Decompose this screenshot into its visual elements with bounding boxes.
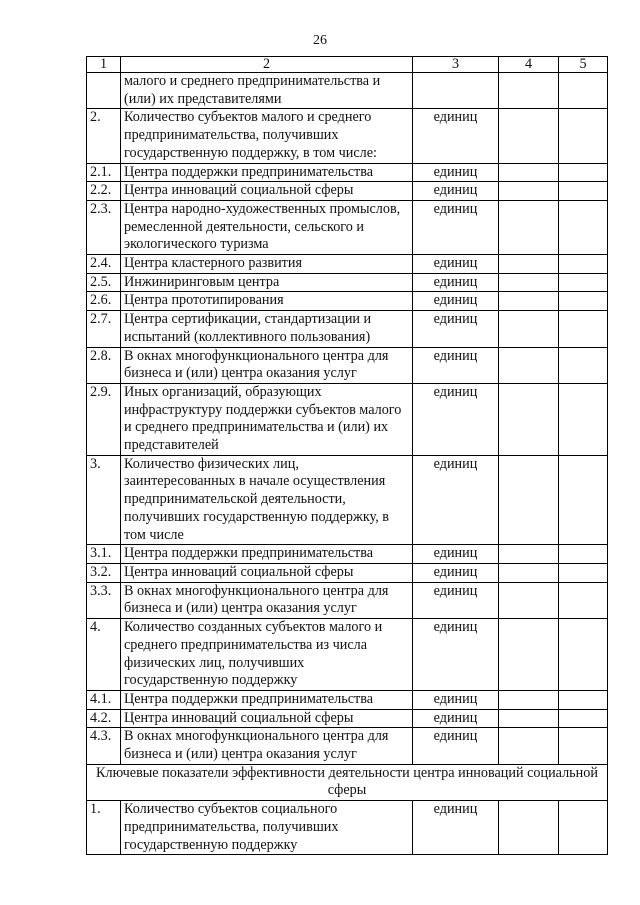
unit-cell: единиц [413,728,499,764]
value-cell [559,728,608,764]
row-number: 4.3. [87,728,121,764]
indicator-name: Центра поддержки предпринимательства [121,163,413,182]
indicator-name: Центра поддержки предпринимательства [121,545,413,564]
value-cell [499,109,559,163]
row-number: 2.9. [87,383,121,455]
value-cell [559,292,608,311]
unit-cell: единиц [413,347,499,383]
table-row [87,545,608,564]
row-number [87,73,121,109]
value-cell [559,545,608,564]
indicators-table [86,56,608,855]
indicator-name: В окнах многофункционального центра для бизнеса и (или) центра оказания услуг [121,582,413,618]
indicator-name: Инжиниринговым центра [121,273,413,292]
row-number: 2.8. [87,347,121,383]
indicator-name: Центра сертификации, стандартизации и испытаний (коллективного пользования) [121,311,413,347]
row-number: 3.3. [87,582,121,618]
indicator-name: Центра поддержки предпринимательства [121,690,413,709]
row-number: 3. [87,455,121,545]
table-row [87,801,608,855]
indicator-name: Количество субъектов малого и среднего предпринимательства, получивших государственную поддержку, в том числе: [121,109,413,163]
value-cell [499,255,559,274]
value-cell [559,182,608,201]
value-cell [499,311,559,347]
value-cell [499,563,559,582]
table-row [87,292,608,311]
value-cell [559,73,608,109]
value-cell [559,163,608,182]
indicator-name: Количество субъектов социального предпринимательства, получивших государственную поддержку [121,801,413,855]
unit-cell: единиц [413,182,499,201]
header-cell: 5 [559,57,608,73]
unit-cell: единиц [413,801,499,855]
header-cell: 2 [121,57,413,73]
indicator-name: Центра прототипирования [121,292,413,311]
value-cell [559,200,608,254]
unit-cell: единиц [413,255,499,274]
indicator-name: В окнах многофункционального центра для бизнеса и (или) центра оказания услуг [121,728,413,764]
indicator-name: малого и среднего предпринимательства и (или) их представителями [121,73,413,109]
value-cell [559,455,608,545]
table-row [87,690,608,709]
unit-cell: единиц [413,690,499,709]
value-cell [559,582,608,618]
indicator-name: Центра инноваций социальной сферы [121,182,413,201]
row-number: 3.1. [87,545,121,564]
unit-cell: единиц [413,563,499,582]
value-cell [499,347,559,383]
row-number: 3.2. [87,563,121,582]
value-cell [499,163,559,182]
row-number: 2. [87,109,121,163]
indicator-name: Центра инноваций социальной сферы [121,709,413,728]
table-row [87,200,608,254]
unit-cell: единиц [413,619,499,691]
row-number: 4.2. [87,709,121,728]
unit-cell: единиц [413,383,499,455]
unit-cell [413,73,499,109]
table-row [87,709,608,728]
unit-cell: единиц [413,311,499,347]
table-row [87,163,608,182]
value-cell [559,563,608,582]
indicator-name: Количество физических лиц, заинтересованных в начале осуществления предпринимательской деятельности, получивших государственную поддержку, в том числе [121,455,413,545]
unit-cell: единиц [413,273,499,292]
unit-cell: единиц [413,200,499,254]
indicator-name: Центра инноваций социальной сферы [121,563,413,582]
table-row [87,182,608,201]
section-header-row [87,764,608,800]
value-cell [499,455,559,545]
row-number: 2.1. [87,163,121,182]
value-cell [559,109,608,163]
unit-cell: единиц [413,109,499,163]
table-row [87,109,608,163]
value-cell [559,347,608,383]
value-cell [499,292,559,311]
value-cell [499,273,559,292]
table-row [87,255,608,274]
row-number: 4. [87,619,121,691]
header-cell: 3 [413,57,499,73]
value-cell [499,383,559,455]
table-header-row [87,57,608,73]
row-number: 4.1. [87,690,121,709]
indicator-name: Иных организаций, образующих инфраструктуру поддержки субъектов малого и среднего предпринимательства и (или) их представителей [121,383,413,455]
indicator-name: Количество созданных субъектов малого и среднего предпринимательства из числа физических лиц, получивших государственную поддержку [121,619,413,691]
value-cell [499,582,559,618]
value-cell [559,690,608,709]
value-cell [559,801,608,855]
section-title: Ключевые показатели эффективности деятельности центра инноваций социальной сферы [87,764,608,800]
value-cell [559,255,608,274]
unit-cell: единиц [413,709,499,728]
value-cell [559,311,608,347]
row-number: 2.5. [87,273,121,292]
table-row [87,273,608,292]
row-number: 2.3. [87,200,121,254]
value-cell [499,73,559,109]
indicator-name: Центра кластерного развития [121,255,413,274]
table-row [87,73,608,109]
value-cell [559,709,608,728]
header-cell: 4 [499,57,559,73]
table-row [87,728,608,764]
value-cell [559,383,608,455]
table-row [87,347,608,383]
value-cell [499,545,559,564]
table-row [87,582,608,618]
value-cell [499,200,559,254]
value-cell [499,801,559,855]
indicator-name: Центра народно-художественных промыслов, ремесленной деятельности, сельского и экологического туризма [121,200,413,254]
value-cell [499,709,559,728]
value-cell [559,273,608,292]
row-number: 1. [87,801,121,855]
unit-cell: единиц [413,163,499,182]
row-number: 2.2. [87,182,121,201]
unit-cell: единиц [413,545,499,564]
indicator-name: В окнах многофункционального центра для бизнеса и (или) центра оказания услуг [121,347,413,383]
value-cell [499,619,559,691]
unit-cell: единиц [413,582,499,618]
value-cell [559,619,608,691]
value-cell [499,728,559,764]
row-number: 2.7. [87,311,121,347]
value-cell [499,182,559,201]
value-cell [499,690,559,709]
table-row [87,619,608,691]
unit-cell: единиц [413,455,499,545]
header-cell: 1 [87,57,121,73]
table-row [87,563,608,582]
table-row [87,455,608,545]
row-number: 2.6. [87,292,121,311]
unit-cell: единиц [413,292,499,311]
row-number: 2.4. [87,255,121,274]
table-row [87,311,608,347]
page-number: 26 [313,33,327,48]
table-row [87,383,608,455]
